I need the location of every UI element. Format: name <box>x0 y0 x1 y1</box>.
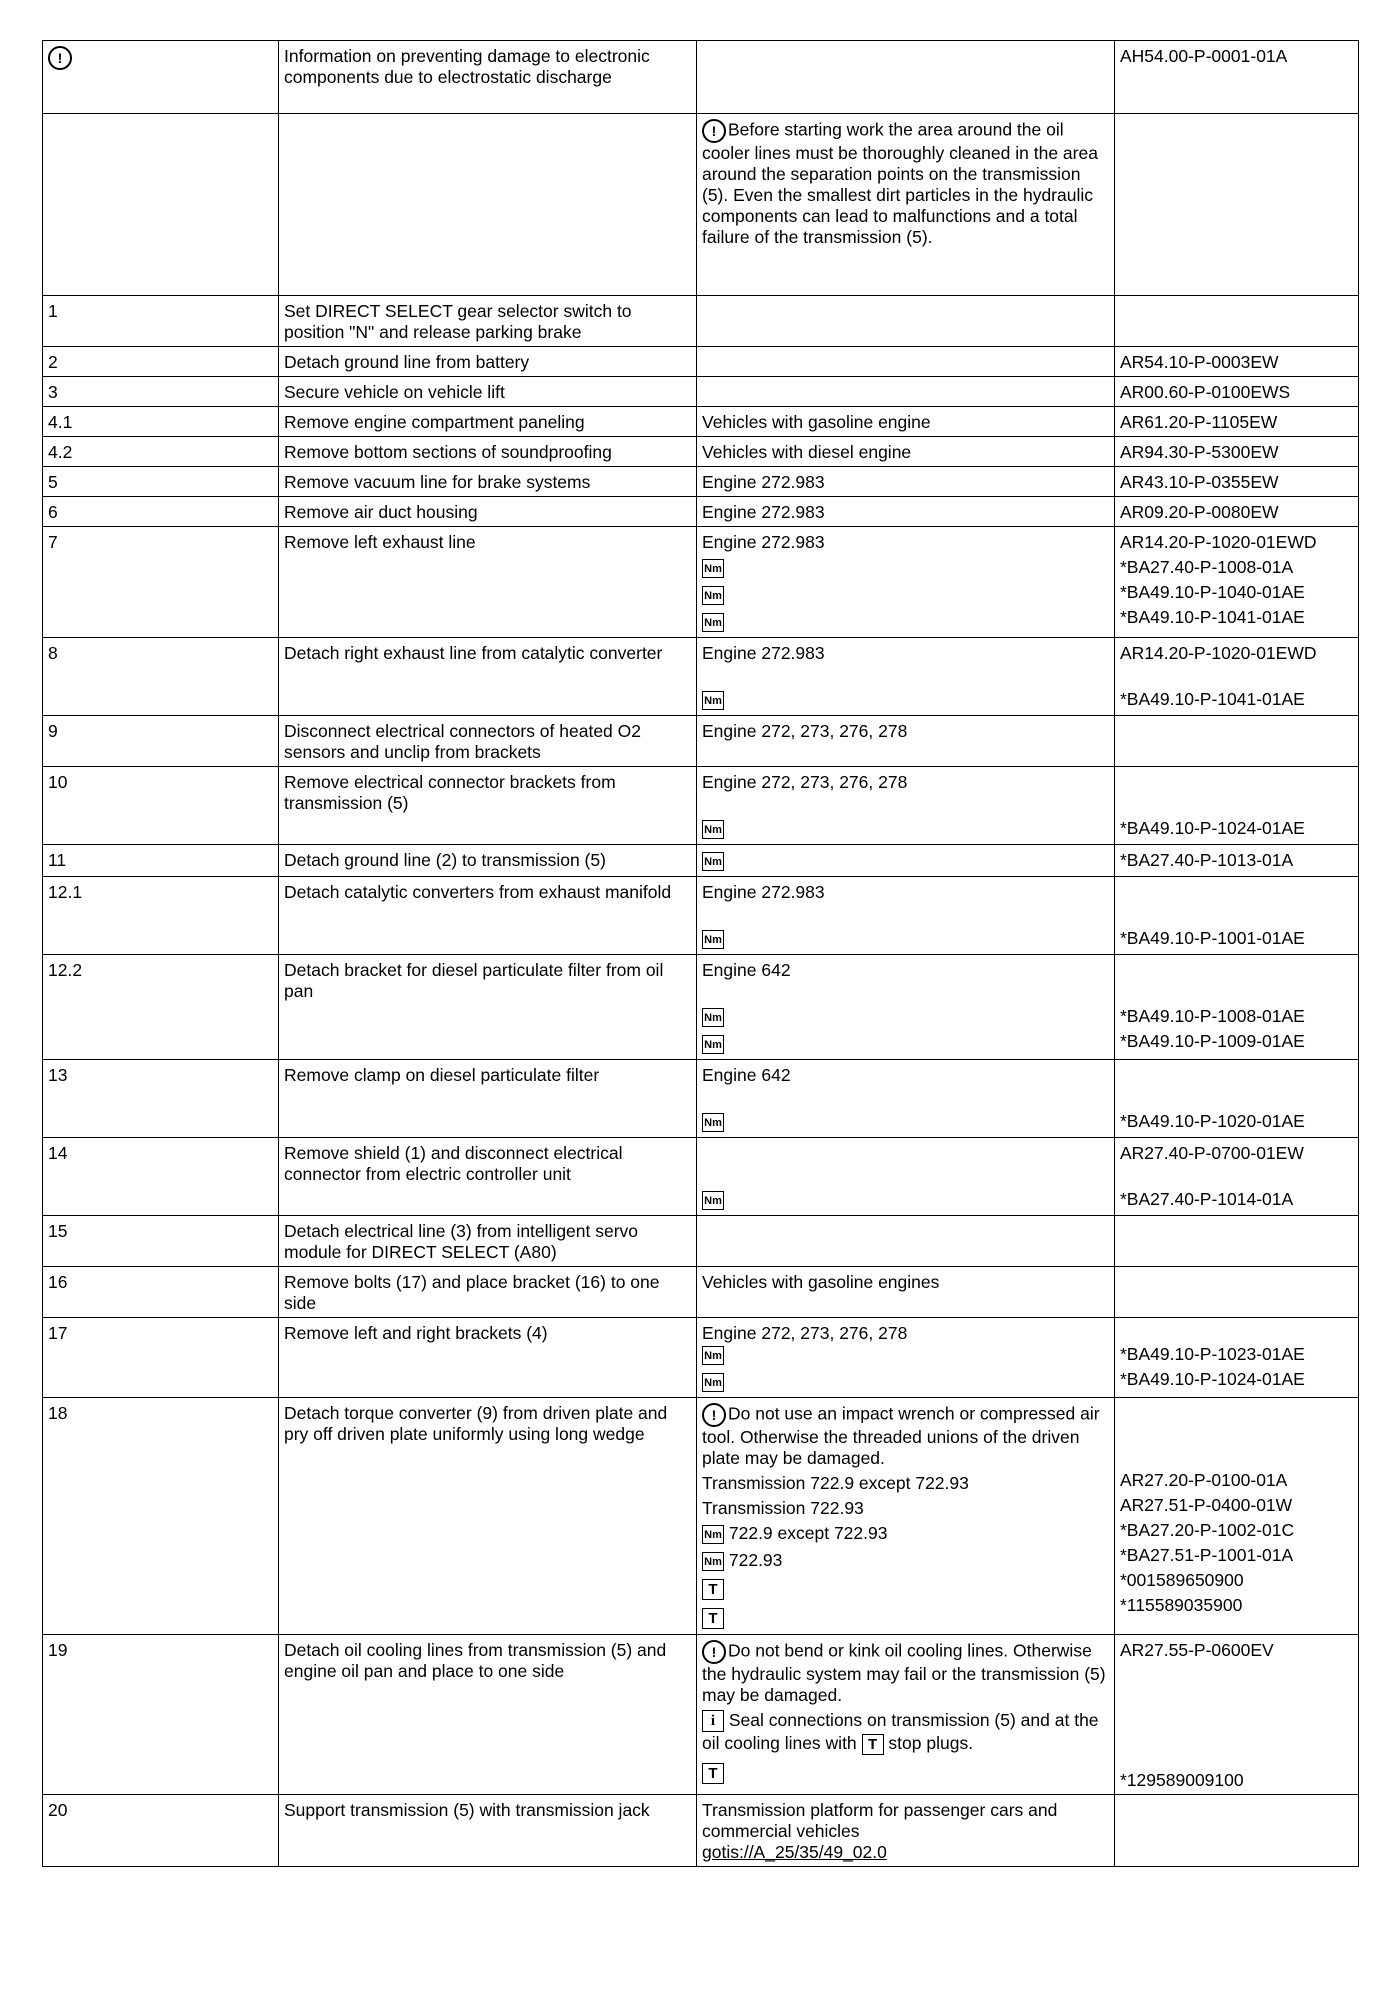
condition-cell: Engine 272.983 <box>697 497 1115 527</box>
work-cell: Remove electrical connector brackets from transmission (5) <box>279 767 697 845</box>
table-row <box>43 296 1359 347</box>
reference-link[interactable]: *001589650900 <box>1120 1570 1244 1590</box>
work-cell: Remove bottom sections of soundproofing <box>279 437 697 467</box>
table-row <box>43 955 1359 1060</box>
condition-cell: Vehicles with diesel engine <box>697 437 1115 467</box>
work-cell: Information on preventing damage to electronic components due to electrostatic discharge <box>279 41 697 114</box>
note-text: Do not bend or kink oil cooling lines. Otherwise the hydraulic system may fail or the transmission (5) may be damaged. <box>702 1640 1106 1705</box>
reference-link[interactable]: *BA49.10-P-1001-01AE <box>1120 928 1305 948</box>
reference-link[interactable]: *BA49.10-P-1040-01AE <box>1120 582 1305 602</box>
table-row <box>43 114 1359 296</box>
condition-text: Transmission platform for passenger cars and commercial vehicles <box>702 1800 1058 1841</box>
step-number: 14 <box>43 1138 279 1216</box>
condition-text: Transmission 722.9 except 722.93 <box>702 1473 969 1493</box>
table-row <box>43 716 1359 767</box>
ref-cell <box>1115 41 1359 114</box>
table-row <box>43 41 1359 114</box>
torque-icon[interactable]: Nm <box>702 559 724 578</box>
condition-cell <box>697 114 1115 296</box>
reference-link[interactable]: *BA49.10-P-1041-01AE <box>1120 607 1305 627</box>
work-cell: Disconnect electrical connectors of heated O2 sensors and unclip from brackets <box>279 716 697 767</box>
torque-icon[interactable]: Nm <box>702 1552 724 1571</box>
special-tool-icon[interactable]: T <box>702 1608 724 1629</box>
condition-cell <box>697 955 1115 1060</box>
torque-icon[interactable]: Nm <box>702 691 724 710</box>
reference-link[interactable]: *BA27.51-P-1001-01A <box>1120 1545 1294 1565</box>
step-number: 16 <box>43 1267 279 1318</box>
step-number: 4.2 <box>43 437 279 467</box>
work-cell: Remove clamp on diesel particulate filter <box>279 1060 697 1138</box>
torque-icon[interactable]: Nm <box>702 586 724 605</box>
ref-cell <box>1115 1138 1359 1216</box>
condition-text: Engine 642 <box>702 1065 791 1085</box>
work-cell: Support transmission (5) with transmission jack <box>279 1795 697 1867</box>
warning-icon: ! <box>702 1403 726 1427</box>
procedure-table <box>42 40 1359 1867</box>
table-row <box>43 347 1359 377</box>
work-cell: Detach oil cooling lines from transmission (5) and engine oil pan and place to one side <box>279 1635 697 1795</box>
table-row <box>43 638 1359 716</box>
step-cell <box>43 114 279 296</box>
work-cell: Remove shield (1) and disconnect electrical connector from electric controller unit <box>279 1138 697 1216</box>
condition-text: Engine 272, 273, 276, 278 <box>702 1323 908 1343</box>
torque-icon[interactable]: Nm <box>702 852 724 871</box>
step-number: 3 <box>43 377 279 407</box>
table-row <box>43 437 1359 467</box>
condition-text: 722.9 except 722.93 <box>728 1523 888 1544</box>
torque-icon[interactable]: Nm <box>702 1113 724 1132</box>
condition-cell <box>697 41 1115 114</box>
work-cell: Remove engine compartment paneling <box>279 407 697 437</box>
special-tool-icon[interactable]: T <box>862 1734 884 1755</box>
table-row <box>43 407 1359 437</box>
table-row <box>43 467 1359 497</box>
warning-icon: ! <box>48 46 72 70</box>
step-number: 11 <box>43 845 279 877</box>
reference-link[interactable]: *BA49.10-P-1023-01AE <box>1120 1344 1305 1364</box>
ref-cell <box>1115 955 1359 1060</box>
reference-link[interactable]: *129589009100 <box>1120 1770 1244 1790</box>
step-number: 17 <box>43 1318 279 1398</box>
torque-icon[interactable]: Nm <box>702 613 724 632</box>
work-cell: Detach right exhaust line from catalytic converter <box>279 638 697 716</box>
condition-cell <box>697 1398 1115 1635</box>
condition-cell <box>697 1138 1115 1216</box>
step-number: 12.2 <box>43 955 279 1060</box>
special-tool-icon[interactable]: T <box>702 1763 724 1784</box>
table-row <box>43 1318 1359 1398</box>
reference-link[interactable]: AR94.30-P-5300EW <box>1115 437 1359 467</box>
work-cell: Detach electrical line (3) from intelligent servo module for DIRECT SELECT (A80) <box>279 1216 697 1267</box>
table-row <box>43 877 1359 955</box>
step-number: 18 <box>43 1398 279 1635</box>
step-number: 5 <box>43 467 279 497</box>
step-number: 12.1 <box>43 877 279 955</box>
reference-link[interactable]: AR00.60-P-0100EWS <box>1115 377 1359 407</box>
work-cell: Remove air duct housing <box>279 497 697 527</box>
torque-icon[interactable]: Nm <box>702 1346 724 1365</box>
torque-icon[interactable]: Nm <box>702 930 724 949</box>
condition-cell: Vehicles with gasoline engine <box>697 407 1115 437</box>
reference-link[interactable]: AR27.55-P-0600EV <box>1120 1640 1274 1660</box>
reference-link[interactable]: *BA27.40-P-1013-01A <box>1115 845 1359 877</box>
torque-icon[interactable]: Nm <box>702 1191 724 1210</box>
step-number: 19 <box>43 1635 279 1795</box>
reference-link[interactable]: *BA49.10-P-1041-01AE <box>1120 689 1305 709</box>
condition-text: Engine 272.983 <box>702 882 825 902</box>
work-cell: Remove vacuum line for brake systems <box>279 467 697 497</box>
work-cell: Remove left exhaust line <box>279 527 697 638</box>
table-row <box>43 497 1359 527</box>
condition-text: Engine 642 <box>702 960 791 980</box>
work-cell: Set DIRECT SELECT gear selector switch to position "N" and release parking brake <box>279 296 697 347</box>
table-row <box>43 527 1359 638</box>
condition-text: 722.93 <box>728 1550 783 1571</box>
gotis-link[interactable]: gotis://A_25/35/49_02.0 <box>702 1842 887 1862</box>
reference-link[interactable]: *BA27.40-P-1014-01A <box>1120 1189 1294 1209</box>
step-number: 13 <box>43 1060 279 1138</box>
reference-link[interactable]: AR27.40-P-0700-01EW <box>1120 1143 1304 1163</box>
table-row <box>43 1138 1359 1216</box>
table-row <box>43 1216 1359 1267</box>
condition-cell <box>697 1635 1115 1795</box>
special-tool-icon[interactable]: T <box>702 1579 724 1600</box>
condition-cell <box>697 767 1115 845</box>
step-number: 9 <box>43 716 279 767</box>
info-text: stop plugs. <box>888 1733 974 1754</box>
table-row <box>43 845 1359 877</box>
reference-link[interactable]: AR54.10-P-0003EW <box>1115 347 1359 377</box>
table-row <box>43 1795 1359 1867</box>
info-icon: i <box>702 1710 724 1732</box>
condition-cell: Engine 272, 273, 276, 278 <box>697 716 1115 767</box>
condition-cell <box>697 845 1115 877</box>
ref-cell <box>1115 638 1359 716</box>
work-cell: Detach ground line (2) to transmission (5) <box>279 845 697 877</box>
reference-link[interactable]: AR27.20-P-0100-01A <box>1120 1470 1288 1490</box>
condition-text: Engine 272.983 <box>702 643 825 663</box>
step-number: 2 <box>43 347 279 377</box>
reference-link[interactable]: *BA49.10-P-1009-01AE <box>1120 1031 1305 1051</box>
table-row <box>43 1267 1359 1318</box>
condition-cell: Engine 272.983 <box>697 467 1115 497</box>
work-cell: Detach ground line from battery <box>279 347 697 377</box>
reference-link[interactable]: *BA49.10-P-1008-01AE <box>1120 1006 1305 1026</box>
step-number: 15 <box>43 1216 279 1267</box>
torque-icon[interactable]: Nm <box>702 1373 724 1392</box>
condition-text: Transmission 722.93 <box>702 1498 864 1518</box>
work-cell: Remove bolts (17) and place bracket (16) to one side <box>279 1267 697 1318</box>
step-number: 10 <box>43 767 279 845</box>
work-cell: Secure vehicle on vehicle lift <box>279 377 697 407</box>
table-row <box>43 1060 1359 1138</box>
reference-link[interactable]: *BA49.10-P-1024-01AE <box>1120 818 1305 838</box>
work-cell: Detach catalytic converters from exhaust manifold <box>279 877 697 955</box>
ref-cell <box>1115 767 1359 845</box>
reference-link[interactable]: AR27.51-P-0400-01W <box>1120 1495 1293 1515</box>
reference-link[interactable]: *BA27.40-P-1008-01A <box>1120 557 1294 577</box>
step-number: 8 <box>43 638 279 716</box>
torque-icon[interactable]: Nm <box>702 1008 724 1027</box>
reference-link[interactable]: *BA27.20-P-1002-01C <box>1120 1520 1295 1540</box>
reference-link[interactable]: *BA49.10-P-1024-01AE <box>1120 1369 1305 1389</box>
torque-icon[interactable]: Nm <box>702 1525 724 1544</box>
reference-link[interactable]: AR14.20-P-1020-01EWD <box>1120 532 1317 552</box>
condition-cell <box>697 638 1115 716</box>
note-text: Before starting work the area around the oil cooler lines must be thoroughly cleaned in the area around the separation points on the transmission (5). Even the smallest dirt particles in the hydraulic components can lead to malfunctions and a total failure of the transmission (5). <box>702 119 1098 247</box>
work-cell: Detach torque converter (9) from driven plate and pry off driven plate uniformly using long wedge <box>279 1398 697 1635</box>
ref-cell <box>1115 114 1359 296</box>
table-row <box>43 1635 1359 1795</box>
ref-cell <box>1115 877 1359 955</box>
condition-cell <box>697 527 1115 638</box>
work-cell <box>279 114 697 296</box>
condition-cell <box>697 1318 1115 1398</box>
condition-cell <box>697 877 1115 955</box>
info-text: Seal connections on transmission (5) and at the oil cooling lines with <box>702 1710 1099 1754</box>
ref-cell <box>1115 527 1359 638</box>
reference-link[interactable]: AR09.20-P-0080EW <box>1115 497 1359 527</box>
reference-link[interactable]: AR14.20-P-1020-01EWD <box>1120 643 1317 663</box>
condition-text: Engine 272, 273, 276, 278 <box>702 772 908 792</box>
step-number: 7 <box>43 527 279 638</box>
step-number: 20 <box>43 1795 279 1867</box>
ref-cell <box>1115 1318 1359 1398</box>
torque-icon[interactable]: Nm <box>702 820 724 839</box>
reference-link[interactable]: *BA49.10-P-1020-01AE <box>1120 1111 1305 1131</box>
warning-icon: ! <box>702 119 726 143</box>
work-cell: Remove left and right brackets (4) <box>279 1318 697 1398</box>
reference-link[interactable]: AR43.10-P-0355EW <box>1115 467 1359 497</box>
ref-cell <box>1115 1060 1359 1138</box>
condition-text: Engine 272.983 <box>702 532 825 552</box>
table-row <box>43 1398 1359 1635</box>
note-text: Do not use an impact wrench or compressed air tool. Otherwise the threaded unions of the driven plate may be damaged. <box>702 1403 1100 1468</box>
reference-link[interactable]: AH54.00-P-0001-01A <box>1120 46 1288 66</box>
step-number: 6 <box>43 497 279 527</box>
work-cell: Detach bracket for diesel particulate filter from oil pan <box>279 955 697 1060</box>
reference-link[interactable]: *115589035900 <box>1120 1595 1243 1615</box>
warning-icon: ! <box>702 1640 726 1664</box>
step-cell <box>43 41 279 114</box>
ref-cell <box>1115 1635 1359 1795</box>
ref-cell <box>1115 1398 1359 1635</box>
condition-cell <box>697 1060 1115 1138</box>
table-row <box>43 767 1359 845</box>
step-number: 1 <box>43 296 279 347</box>
condition-cell <box>697 1795 1115 1867</box>
condition-cell: Vehicles with gasoline engines <box>697 1267 1115 1318</box>
step-number: 4.1 <box>43 407 279 437</box>
reference-link[interactable]: AR61.20-P-1105EW <box>1115 407 1359 437</box>
torque-icon[interactable]: Nm <box>702 1035 724 1054</box>
table-row <box>43 377 1359 407</box>
